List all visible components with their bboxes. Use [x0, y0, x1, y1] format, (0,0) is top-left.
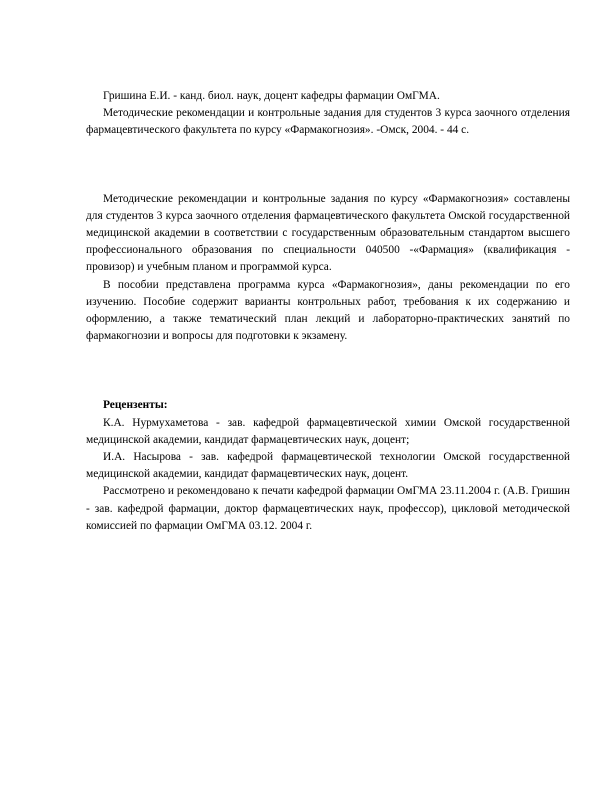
bibliographic-block — [86, 88, 570, 140]
abstract-paragraph-1: Методические рекомендации и контрольные задания по курсу «Фармакогнозия» составлены для студентов 3 курса заочного отделения фармацевтического факультета Омской государственной медицинской академии в соответствии с государственным образовательным стандартом высшего профессионального образования по специальности 040500 -«Фармация» (квалификация - провизор) и учебным планом и программой курса. — [86, 192, 570, 274]
abstract-block — [86, 191, 570, 346]
author-line: Гришина Е.И. - канд. биол. наук, доцент кафедры фармации ОмГМА. — [103, 90, 440, 102]
reviewer-item-1: К.А. Нурмухаметова - зав. кафедрой фармацевтической химии Омской государственной медицинской академии, кандидат фармацевтических наук, доцент; — [86, 416, 570, 446]
reviewers-block — [86, 397, 570, 535]
reviewers-heading: Рецензенты: — [103, 399, 168, 412]
bibliographic-entry: Методические рекомендации и контрольные задания для студентов 3 курса заочного отделения фармацевтического факультета по курсу «Фармакогнозия». -Омск, 2004. - 44 с. — [86, 107, 570, 137]
document-page — [86, 88, 570, 535]
reviewer-item-2: И.А. Насырова - зав. кафедрой фармацевтической технологии Омской государственной медицинской академии, кандидат фармацевтических наук, доцент. — [86, 451, 570, 481]
approval-paragraph: Рассмотрено и рекомендовано к печати кафедрой фармации ОмГМА 23.11.2004 г. (А.В. Гришин - зав. кафедрой фармации, доктор фармацевтических наук, профессор), цикловой методической комиссией по фармации ОмГМА 03.12. 2004 г. — [86, 485, 570, 532]
abstract-paragraph-2: В пособии представлена программа курса «Фармакогнозия», даны рекомендации по его изучению. Пособие содержит варианты контрольных работ, требования к их содержанию и оформлению, а также тематический план лекций и лабораторно-практических занятий по фармакогнозии и вопросы для подготовки к экзамену. — [86, 278, 570, 343]
